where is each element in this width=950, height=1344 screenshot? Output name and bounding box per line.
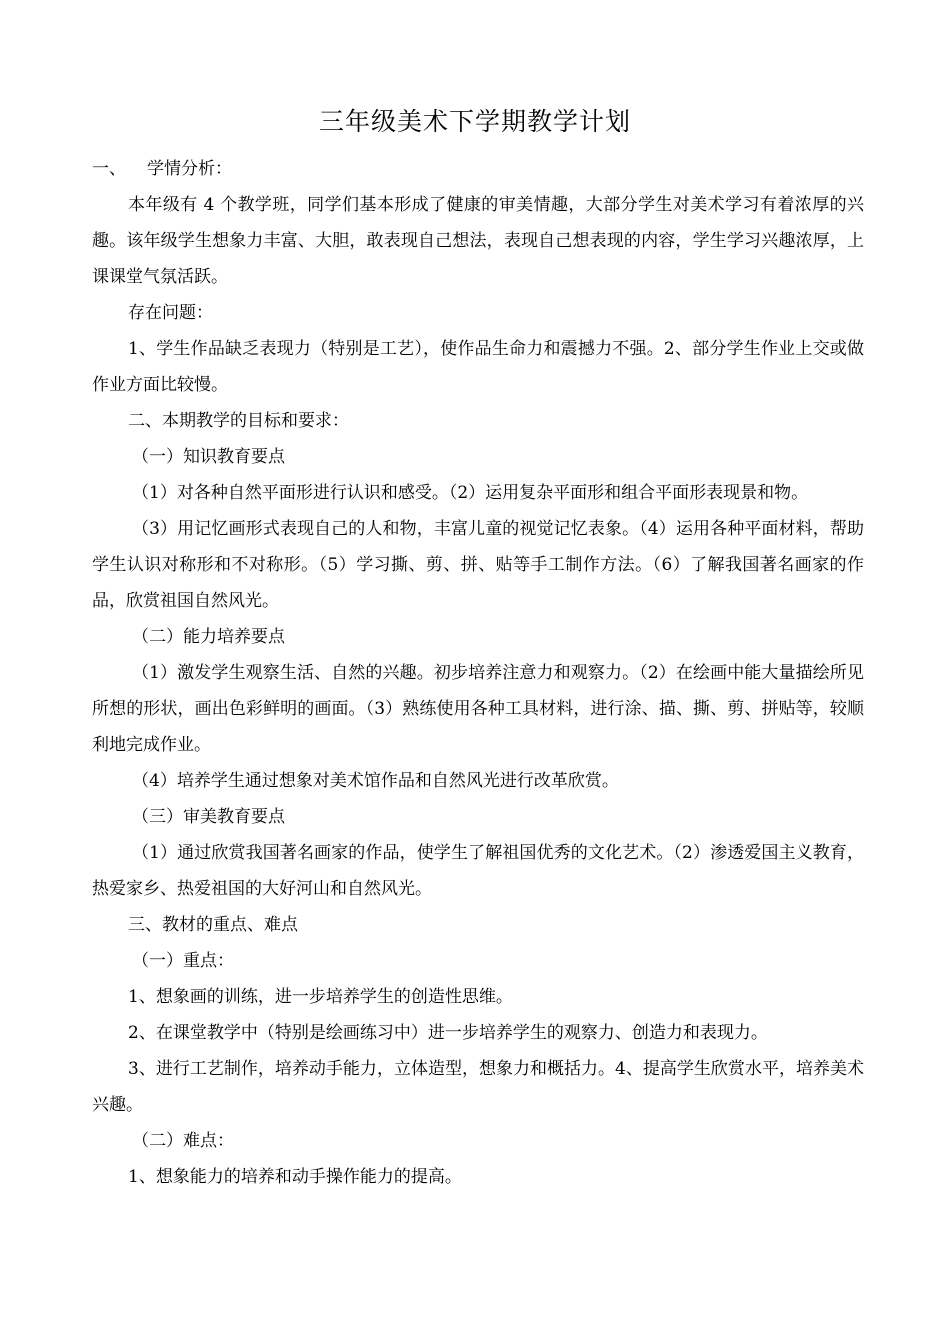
key-point-3: 3、进行工艺制作，培养动手能力，立体造型，想象力和概括力。4、提高学生欣赏水平，培养美术兴趣。 — [92, 1059, 864, 1115]
knowledge-paragraph-1: （1）对各种自然平面形进行认识和感受。（2）运用复杂平面形和组合平面形表现景和物。 — [132, 483, 809, 503]
document-body — [92, 151, 864, 1195]
difficulty-1: 1、想象能力的培养和动手操作能力的提高。 — [128, 1167, 462, 1187]
problems-paragraph: 1、学生作品缺乏表现力（特别是工艺），使作品生命力和震撼力不强。2、部分学生作业上交或做作业方面比较慢。 — [92, 339, 864, 395]
section-2-heading: 二、本期教学的目标和要求： — [128, 411, 349, 431]
problems-label: 存在问题： — [128, 303, 213, 323]
subsection-knowledge-heading: （一）知识教育要点 — [132, 447, 285, 467]
section-1-title: 学情分析： — [147, 159, 232, 179]
difficulties-heading: （二）难点： — [132, 1131, 234, 1151]
aesthetic-paragraph: （1）通过欣赏我国著名画家的作品，使学生了解祖国优秀的文化艺术。（2）渗透爱国主义教育，热爱家乡、热爱祖国的大好河山和自然风光。 — [92, 843, 864, 899]
key-point-2: 2、在课堂教学中（特别是绘画练习中）进一步培养学生的观察力、创造力和表现力。 — [128, 1023, 768, 1043]
document-title: 三年级美术下学期教学计划 — [318, 107, 631, 136]
subsection-aesthetic-heading: （三）审美教育要点 — [132, 807, 285, 827]
section-1-heading — [92, 151, 864, 187]
subsection-ability-heading: （二）能力培养要点 — [132, 627, 285, 647]
key-points-heading: （一）重点： — [132, 951, 234, 971]
section-1-number: 一、 — [92, 159, 126, 179]
section-1-paragraph: 本年级有 4 个教学班，同学们基本形成了健康的审美情趣，大部分学生对美术学习有着浓厚的兴趣。该年级学生想象力丰富、大胆，敢表现自己想法，表现自己想表现的内容，学生学习兴趣浓厚，上课课堂气氛活跃。 — [92, 195, 864, 287]
key-point-1: 1、想象画的训练，进一步培养学生的创造性思维。 — [128, 987, 513, 1007]
knowledge-paragraph-2: （3）用记忆画形式表现自己的人和物，丰富儿童的视觉记忆表象。（4）运用各种平面材料，帮助学生认识对称形和不对称形。（5）学习撕、剪、拼、贴等手工制作方法。（6）了解我国著名画家的作品，欣赏祖国自然风光。 — [92, 519, 864, 611]
ability-paragraph-2: （4）培养学生通过想象对美术馆作品和自然风光进行改革欣赏。 — [132, 771, 619, 791]
section-3-heading: 三、教材的重点、难点 — [128, 915, 298, 935]
ability-paragraph-1: （1）激发学生观察生活、自然的兴趣。初步培养注意力和观察力。（2）在绘画中能大量描绘所见所想的形状，画出色彩鲜明的画面。（3）熟练使用各种工具材料，进行涂、描、撕、剪、拼贴等，较顺利地完成作业。 — [92, 663, 864, 755]
